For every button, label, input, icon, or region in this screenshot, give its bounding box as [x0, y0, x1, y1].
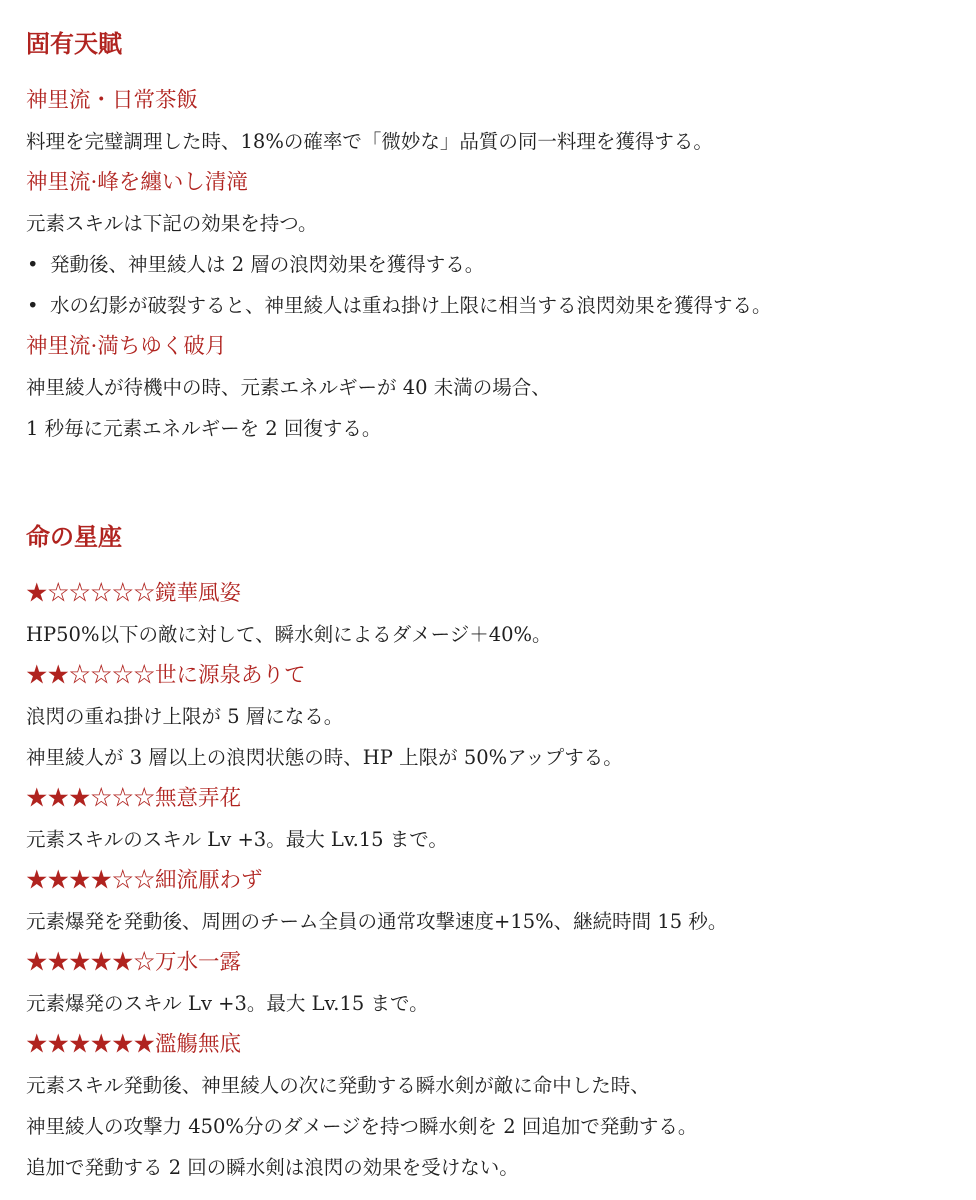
- constellation-title: [26, 778, 976, 819]
- star-rating: ★★★★★☆: [26, 950, 156, 975]
- constellation-name: 鏡華風姿: [155, 581, 242, 606]
- constellation-description: 神里綾人が 3 層以上の浪閃状態の時、HP 上限が 50%アップする。: [26, 746, 623, 769]
- constellation-name: 世に源泉ありて: [155, 663, 306, 688]
- constellation-description: 元素スキル発動後、神里綾人の次に発動する瞬水剣が敵に命中した時、: [26, 1074, 650, 1097]
- star-rating: ★★★★★★: [26, 1032, 156, 1057]
- constellation-description: 神里綾人の攻撃力 450%分のダメージを持つ瞬水剣を 2 回追加で発動する。: [26, 1115, 698, 1138]
- constellation-name: 万水一露: [155, 950, 242, 975]
- star-rating: ★★★★☆☆: [26, 868, 156, 893]
- constellation-title: [26, 573, 976, 614]
- star-rating: ★★☆☆☆☆: [26, 663, 156, 688]
- constellation-entry: [26, 1024, 976, 1188]
- constellation-entry: [26, 778, 976, 860]
- talent-name: 神里流・日常茶飯: [26, 88, 199, 113]
- talent-entry: [26, 80, 976, 162]
- constellation-description: 元素爆発のスキル Lv +3。最大 Lv.15 まで。: [26, 992, 429, 1015]
- constellation-name: 濫觴無底: [155, 1032, 242, 1057]
- constellation-description: 追加で発動する 2 回の瞬水剣は浪閃の効果を受けない。: [26, 1156, 519, 1179]
- talent-description: 1 秒毎に元素エネルギーを 2 回復する。: [26, 417, 382, 440]
- constellation-title: [26, 860, 976, 901]
- talent-bullet-item: • 発動後、神里綾人は 2 層の浪閃効果を獲得する。: [26, 244, 976, 285]
- constellation-entry: [26, 860, 976, 942]
- constellation-description: 元素スキルのスキル Lv +3。最大 Lv.15 まで。: [26, 828, 448, 851]
- constellation-description: HP50%以下の敵に対して、瞬水剣によるダメージ＋40%。: [26, 623, 552, 646]
- talent-description: 神里綾人が待機中の時、元素エネルギーが 40 未満の場合、: [26, 376, 551, 399]
- talent-entry: [26, 162, 976, 326]
- constellation-title: [26, 942, 976, 983]
- constellation-entry: [26, 573, 976, 655]
- constellation-description: 浪閃の重ね掛け上限が 5 層になる。: [26, 705, 344, 728]
- constellation-title: [26, 1024, 976, 1065]
- talent-name: 神里流·満ちゆく破月: [26, 334, 227, 359]
- talent-name: 神里流·峰を纏いし清滝: [26, 170, 248, 195]
- talent-bullet-item: • 水の幻影が破裂すると、神里綾人は重ね掛け上限に相当する浪閃効果を獲得する。: [26, 285, 976, 326]
- talent-description: 料理を完璧調理した時、18%の確率で「微妙な」品質の同一料理を獲得する。: [26, 130, 713, 153]
- talent-entry: [26, 326, 976, 449]
- constellations-heading: 命の星座: [26, 523, 122, 551]
- star-rating: ★☆☆☆☆☆: [26, 581, 156, 606]
- constellation-title: [26, 655, 976, 696]
- constellation-name: 細流厭わず: [155, 868, 263, 893]
- passive-talents-heading: 固有天賦: [26, 30, 122, 58]
- constellation-entry: [26, 655, 976, 778]
- constellation-entry: [26, 942, 976, 1024]
- constellation-description: 元素爆発を発動後、周囲のチーム全員の通常攻撃速度+15%、継続時間 15 秒。: [26, 910, 728, 933]
- constellation-name: 無意弄花: [155, 786, 242, 811]
- star-rating: ★★★☆☆☆: [26, 786, 156, 811]
- talent-description: 元素スキルは下記の効果を持つ。: [26, 212, 318, 235]
